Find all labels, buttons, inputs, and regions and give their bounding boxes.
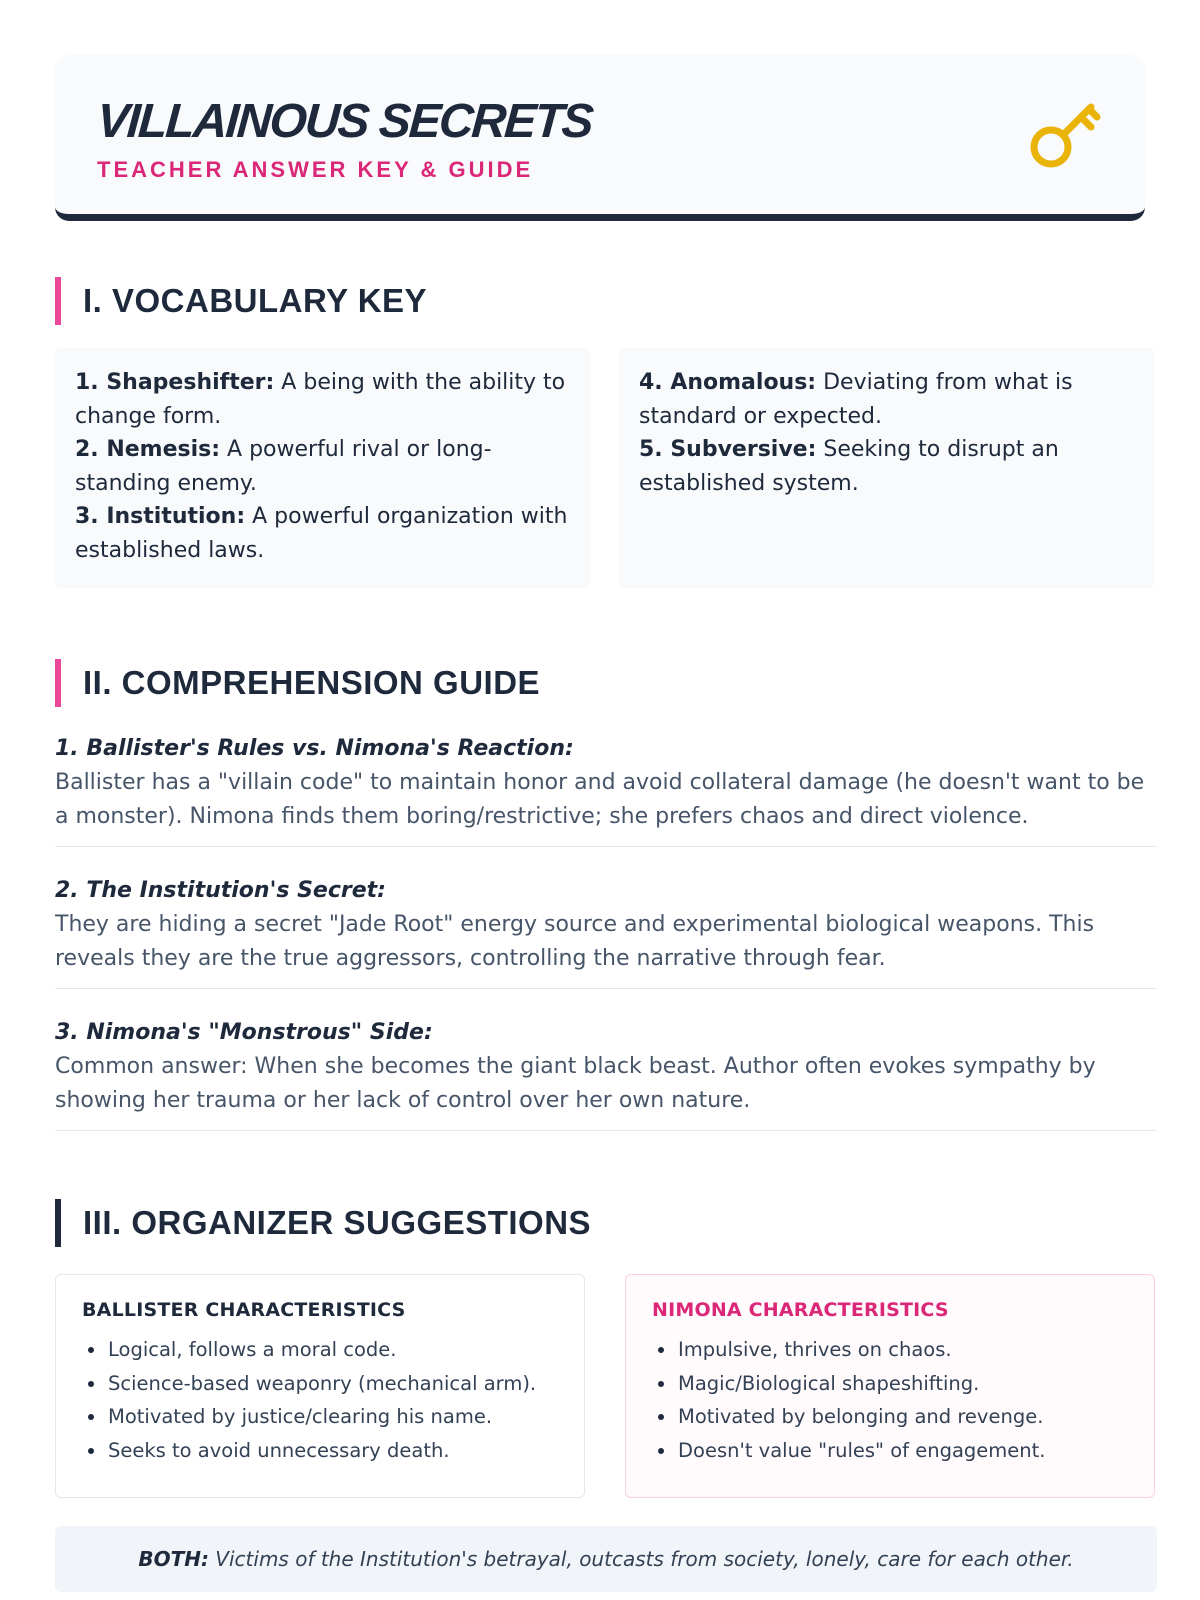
- vocabulary-term: 4. Anomalous:: [639, 370, 817, 395]
- list-item: Magic/Biological shapeshifting.: [652, 1367, 1128, 1401]
- comprehension-heading: II. COMPREHENSION GUIDE: [55, 659, 540, 707]
- comprehension-question: [55, 732, 1157, 847]
- vocabulary-card-right: [619, 348, 1155, 588]
- answer-text: Common answer: When she becomes the giant black beast. Author often evokes sympathy by showing her trauma or her lack of control over her own nature.: [55, 1054, 1096, 1113]
- vocabulary-definition: Deviating from what is standard or expected.: [639, 370, 1073, 429]
- vocabulary-card-left: [55, 348, 591, 588]
- question-text: 3. Nimona's "Monstrous" Side:: [55, 1020, 433, 1045]
- vocabulary-item: [75, 433, 571, 500]
- nimona-title: NIMONA CHARACTERISTICS: [652, 1299, 949, 1321]
- list-item: Seeks to avoid unnecessary death.: [82, 1434, 558, 1468]
- organizer-heading: III. ORGANIZER SUGGESTIONS: [55, 1199, 591, 1247]
- vocabulary-heading: I. VOCABULARY KEY: [55, 277, 427, 325]
- header: [55, 55, 1145, 221]
- answer-text: Ballister has a "villain code" to maintain honor and avoid collateral damage (he doesn't want to be a monster). Nimona finds them boring/restrictive; she prefers chaos and direct violence.: [55, 770, 1145, 829]
- vocabulary-item: [75, 366, 571, 433]
- vocabulary-definition: A powerful rival or long-standing enemy.: [75, 437, 492, 496]
- vocabulary-item: [639, 366, 1135, 433]
- vocabulary-item: [75, 500, 571, 567]
- nimona-list: [652, 1333, 1128, 1467]
- ballister-list: [82, 1333, 558, 1467]
- comprehension-question: [55, 874, 1157, 989]
- question-text: 1. Ballister's Rules vs. Nimona's Reaction:: [55, 736, 574, 761]
- nimona-card: [625, 1274, 1155, 1498]
- ballister-card: [55, 1274, 585, 1498]
- both-label: BOTH:: [138, 1547, 209, 1571]
- list-item: Impulsive, thrives on chaos.: [652, 1333, 1128, 1367]
- page-subtitle: TEACHER ANSWER KEY & GUIDE: [97, 157, 534, 182]
- list-item: Motivated by belonging and revenge.: [652, 1400, 1128, 1434]
- answer-text: They are hiding a secret "Jade Root" energy source and experimental biological weapons. This reveals they are the true aggressors, controlling the narrative through fear.: [55, 912, 1095, 971]
- vocabulary-definition: Seeking to disrupt an established system.: [639, 437, 1059, 496]
- page-title: VILLAINOUS SECRETS: [95, 95, 594, 148]
- ballister-title: BALLISTER CHARACTERISTICS: [82, 1299, 406, 1321]
- vocabulary-definition: A powerful organization with established laws.: [75, 504, 568, 563]
- list-item: Doesn't value "rules" of engagement.: [652, 1434, 1128, 1468]
- vocabulary-definition: A being with the ability to change form.: [75, 370, 566, 429]
- list-item: Motivated by justice/clearing his name.: [82, 1400, 558, 1434]
- vocabulary-term: 1. Shapeshifter:: [75, 370, 275, 395]
- list-item: Logical, follows a moral code.: [82, 1333, 558, 1367]
- list-item: Science-based weaponry (mechanical arm).: [82, 1367, 558, 1401]
- vocabulary-term: 5. Subversive:: [639, 437, 817, 462]
- question-text: 2. The Institution's Secret:: [55, 878, 386, 903]
- vocabulary-term: 3. Institution:: [75, 504, 246, 529]
- vocabulary-term: 2. Nemesis:: [75, 437, 221, 462]
- key-icon: [1023, 95, 1103, 175]
- comprehension-question: [55, 1016, 1157, 1131]
- vocabulary-grid: [55, 348, 1157, 588]
- vocabulary-item: [639, 433, 1135, 500]
- both-text: Victims of the Institution's betrayal, outcasts from society, lonely, care for each other.: [208, 1547, 1074, 1571]
- both-summary: [55, 1526, 1157, 1592]
